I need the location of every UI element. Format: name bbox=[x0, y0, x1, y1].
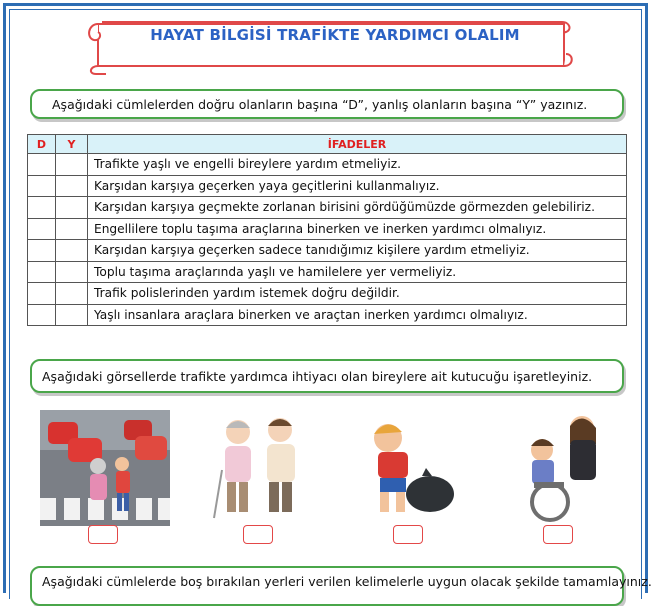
answer-cell-y[interactable] bbox=[56, 218, 88, 240]
statement-text: Trafikte yaşlı ve engelli bireylere yardım etmeliyiz. bbox=[88, 154, 627, 176]
picture-crosswalk bbox=[40, 410, 170, 526]
table-row bbox=[28, 154, 627, 176]
header-y: Y bbox=[56, 135, 88, 154]
table-row bbox=[28, 197, 627, 219]
instruction-pictures: Aşağıdaki görsellerde trafikte yardımca ihtiyacı olan bireylere ait kutucuğu işaretleyiniz. bbox=[30, 359, 624, 393]
answer-cell-d[interactable] bbox=[28, 283, 56, 305]
statement-text: Karşıdan karşıya geçmekte zorlanan birisini gördüğümüzde görmezden gelebiliriz. bbox=[88, 197, 627, 219]
instruction-true-false: Aşağıdaki cümlelerden doğru olanların başına “D”, yanlış olanların başına “Y” yazınız. bbox=[30, 89, 624, 119]
table-row bbox=[28, 175, 627, 197]
answer-cell-y[interactable] bbox=[56, 197, 88, 219]
picture-checkbox[interactable] bbox=[393, 525, 423, 544]
statement-text: Engellilere toplu taşıma araçlarına binerken ve inerken yardımcı olmalıyız. bbox=[88, 218, 627, 240]
answer-cell-y[interactable] bbox=[56, 175, 88, 197]
answer-cell-y[interactable] bbox=[56, 261, 88, 283]
statement-text: Karşıdan karşıya geçerken sadece tanıdığımız kişilere yardım etmeliyiz. bbox=[88, 240, 627, 262]
statement-text: Yaşlı insanlara araçlara binerken ve araçtan inerken yardımcı olmalıyız. bbox=[88, 304, 627, 326]
answer-cell-y[interactable] bbox=[56, 304, 88, 326]
table-row bbox=[28, 240, 627, 262]
instruction-fill-blanks: Aşağıdaki cümlelerde boş bırakılan yerleri verilen kelimelerle uygun olacak şekilde tamamlayınız. bbox=[30, 566, 624, 606]
answer-cell-y[interactable] bbox=[56, 240, 88, 262]
answer-cell-d[interactable] bbox=[28, 261, 56, 283]
answer-cell-y[interactable] bbox=[56, 154, 88, 176]
statement-text: Toplu taşıma araçlarında yaşlı ve hamilelere yer vermeliyiz. bbox=[88, 261, 627, 283]
picture-checkbox[interactable] bbox=[88, 525, 118, 544]
statement-text: Karşıdan karşıya geçerken yaya geçitlerini kullanmalıyız. bbox=[88, 175, 627, 197]
answer-cell-d[interactable] bbox=[28, 304, 56, 326]
table-header-row bbox=[28, 135, 627, 154]
header-statements: İFADELER bbox=[88, 135, 627, 154]
picture-wheelchair bbox=[510, 410, 614, 526]
picture-checkbox[interactable] bbox=[543, 525, 573, 544]
header-d: D bbox=[28, 135, 56, 154]
answer-cell-y[interactable] bbox=[56, 283, 88, 305]
statement-text: Trafik polislerinden yardım istemek doğru değildir. bbox=[88, 283, 627, 305]
picture-blind-person bbox=[210, 410, 310, 526]
table-row bbox=[28, 218, 627, 240]
statements-table bbox=[27, 134, 627, 326]
picture-trash-bag bbox=[358, 410, 462, 526]
answer-cell-d[interactable] bbox=[28, 240, 56, 262]
page-title: HAYAT BİLGİSİ TRAFİKTE YARDIMCI OLALIM bbox=[150, 26, 520, 44]
picture-checkbox[interactable] bbox=[243, 525, 273, 544]
answer-cell-d[interactable] bbox=[28, 175, 56, 197]
answer-cell-d[interactable] bbox=[28, 154, 56, 176]
table-row bbox=[28, 304, 627, 326]
table-row bbox=[28, 261, 627, 283]
answer-cell-d[interactable] bbox=[28, 218, 56, 240]
table-row bbox=[28, 283, 627, 305]
answer-cell-d[interactable] bbox=[28, 197, 56, 219]
